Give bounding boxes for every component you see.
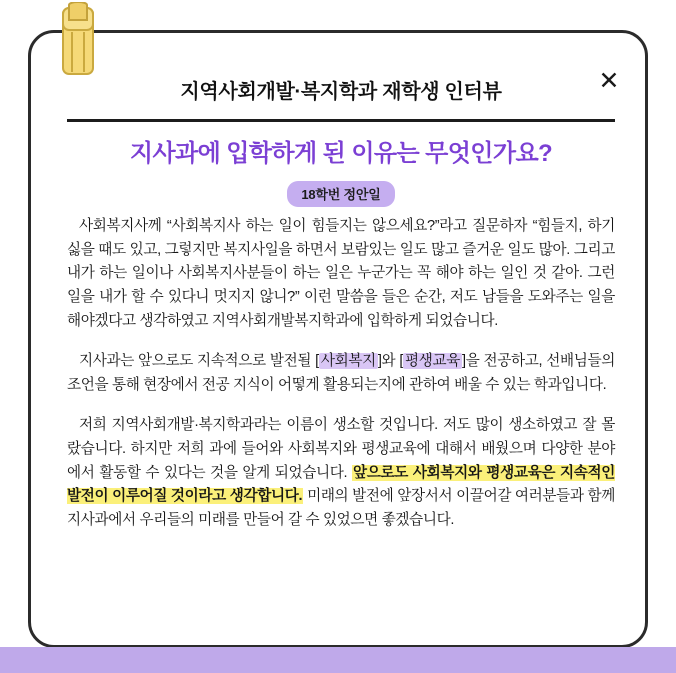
bottom-accent-band (0, 647, 676, 673)
interview-card (28, 30, 648, 648)
paragraph-1 (67, 215, 615, 333)
page-title: 지역사회개발·복지학과 재학생 인터뷰 (180, 81, 502, 103)
text-run: 지사과는 앞으로도 지속적으로 발전될 [ (79, 353, 319, 370)
close-icon[interactable]: ✕ (598, 66, 620, 95)
highlighted-term: 평생교육 (405, 353, 461, 370)
highlighted-term: 사회복지 (320, 353, 376, 370)
question-heading: 지사과에 입학하게 된 이유는 무엇인가요? (129, 140, 553, 167)
text-run: 저희 지역사회개발·복지학과라는 이름이 생소할 것입니다. 저도 많이 생소하였고 잘 몰랐습니다. 하지만 저희 과에 들어와 사회복지와 평생교육에 대해서 배웠으며 다양한 분야에서 활동할 수 있다는 것을 알게 되었습니다. (67, 417, 615, 481)
text-run: 미래의 발전에 앞장서서 이끌어갈 여러분들과 함께 지사과에서 우리들의 미래를 만들어 갈 수 있었으면 좋겠습니다. (67, 488, 616, 529)
paragraph-2 (67, 350, 615, 397)
emphasis-highlight: 앞으로도 사회복지와 평생교육은 지속적인 발전이 이루어질 것이라고 생각합니다. (67, 464, 615, 505)
paper-clip-icon (47, 2, 113, 82)
text-run: ]와 [ (377, 353, 404, 370)
status-badge: 18학번 정안일 (287, 181, 394, 207)
title-divider (67, 119, 615, 122)
text-run: 사회복지사께 “사회복지사 하는 일이 힘들지는 않으세요?”라고 질문하자 “힘들지, 하기 싫을 때도 있고, 그렇지만 복지사일을 하면서 보람있는 일도 많고 즐거운 일도 많아. 그리고 내가 하는 일이나 사회복지사분들이 하는 일은 누군가는 꼭 해야 하는 일인 것 같아. 그런 일을 내가 할 수 있다니 멋지지 않니?” 이런 말씀을 들은 순간, 저도 남들을 도와주는 일을 해야겠다고 생각하였고 지역사회개발복지학과에 입학하게 되었습니다. (67, 218, 615, 329)
interview-body (67, 215, 615, 533)
paragraph-3 (67, 414, 615, 532)
text-run: ]을 전공하고, 선배님들의 조언을 통해 현장에서 전공 지식이 어떻게 활용되는지에 관하여 배울 수 있는 학과입니다. (67, 353, 615, 393)
author-badge-wrap (31, 181, 648, 207)
